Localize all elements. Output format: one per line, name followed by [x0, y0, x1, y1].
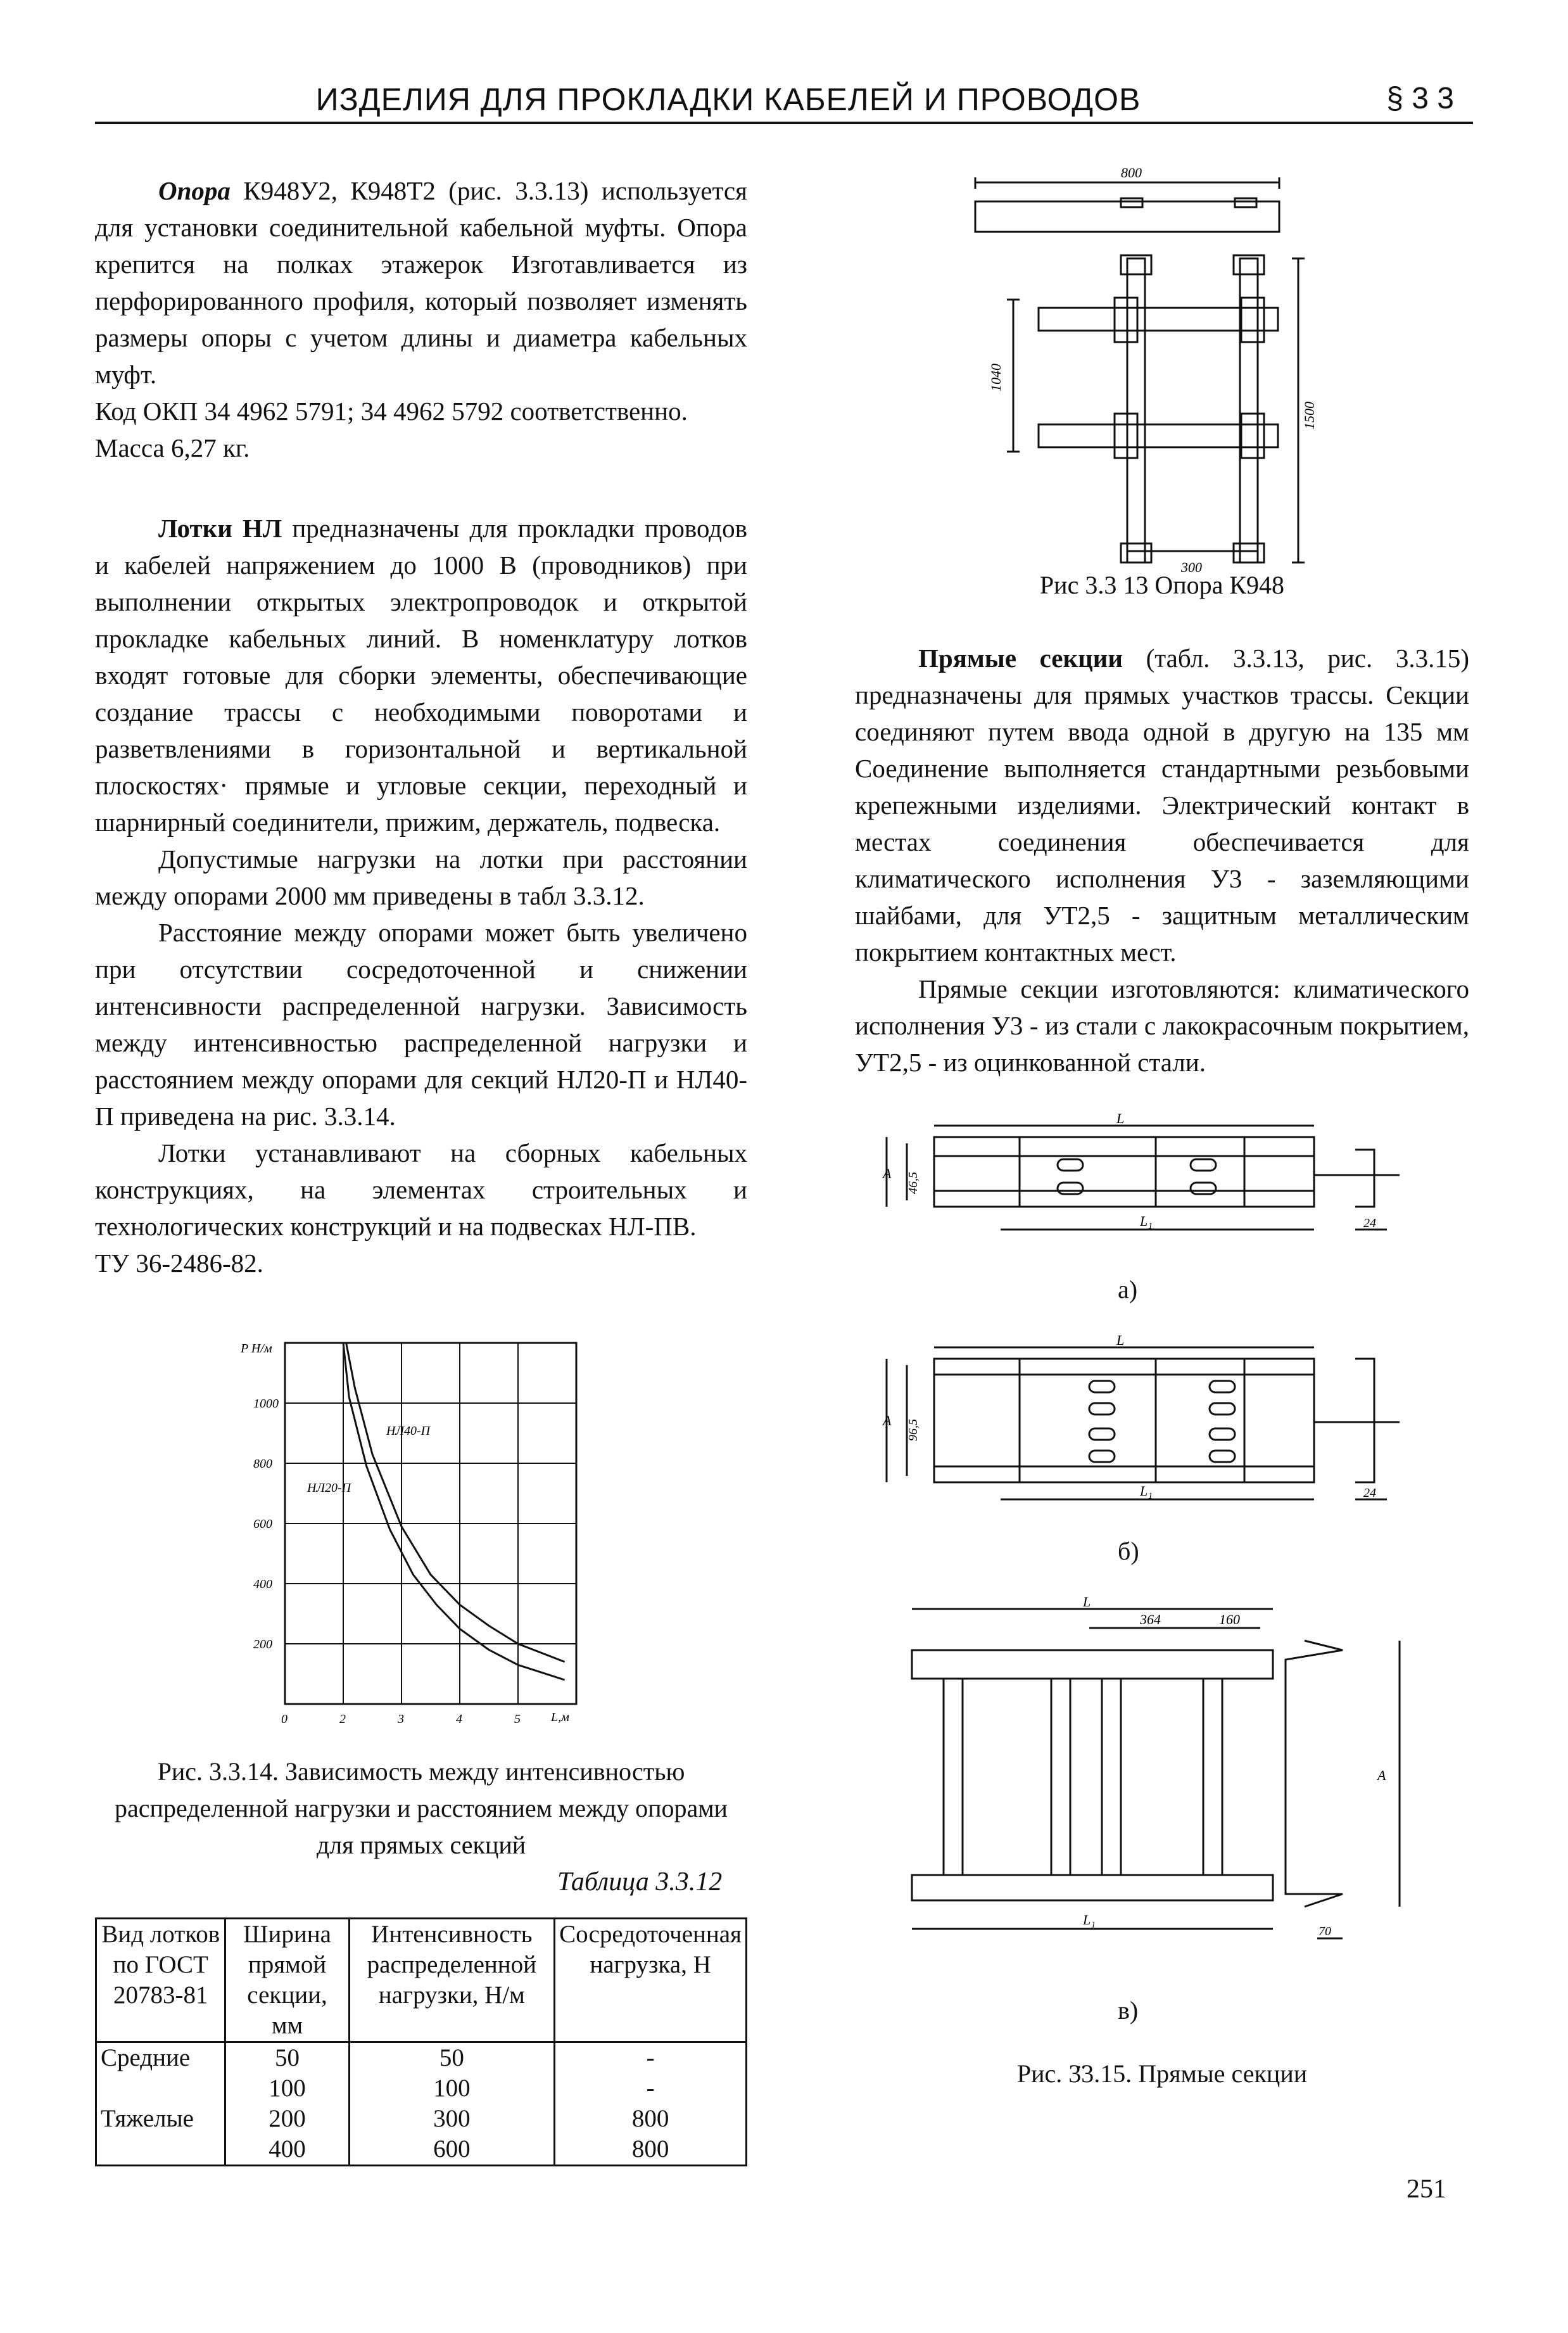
paragraph-manufacture: Прямые секции изготовляются: климатического исполнения У3 - из стали с лакокрасочным покрытием, УТ2,5 - из оцинкованной стали.: [855, 974, 1469, 1077]
fig-a-L1: L₁: [1140, 1213, 1153, 1229]
chart-x-tick-label: 2: [339, 1712, 346, 1726]
table-row: [96, 2104, 747, 2134]
fig-a-L: L: [1116, 1112, 1125, 1126]
fig-b-L1: L₁: [1140, 1483, 1153, 1499]
table-cell: 100: [225, 2073, 349, 2104]
paragraph-lotki: [95, 510, 747, 841]
chart-x-tick-label: 5: [514, 1712, 521, 1726]
table-cell: 300: [349, 2104, 555, 2134]
table-header-concentrated: Сосредоточенная нагрузка, Н: [555, 1919, 747, 2042]
table-cell: [96, 2073, 225, 2104]
fig-b-A: A: [883, 1413, 892, 1428]
fig-a-height: 46,5: [906, 1172, 920, 1194]
series-label-nl20: НЛ20-П: [307, 1481, 351, 1495]
term-lotki: Лотки НЛ: [158, 514, 282, 543]
table-row: [96, 2042, 747, 2074]
load-distance-chart: [228, 1333, 595, 1739]
table-row: [96, 2073, 747, 2104]
table-header-type: Вид лотков по ГОСТ 20783-81: [96, 1919, 225, 2042]
dim-1040: 1040: [988, 364, 1004, 391]
chart-y-tick-label: 800: [253, 1457, 272, 1471]
chart-caption: Рис. 3.3.14. Зависимость между интенсивностью распределенной нагрузки и расстоянием между опорами для прямых секций: [115, 1757, 728, 1859]
fig-a-section-drawing: [874, 1112, 1431, 1264]
paragraph-loads: Допустимые нагрузки на лотки при расстоянии между опорами 2000 мм приведены в табл 3.3.12.: [95, 844, 747, 910]
paragraph-okp: Код ОКП 34 4962 5791; 34 4962 5792 соответственно.: [95, 397, 688, 426]
running-header-title: ИЗДЕЛИЯ ДЛЯ ПРОКЛАДКИ КАБЕЛЕЙ И ПРОВОДОВ: [315, 82, 1141, 117]
paragraph-lotki-text: предназначены для прокладки проводов и кабелей напряжением до 1000 В (проводников) при выполнении открытых электропроводок и открытой прокладке кабельных линий. В номенклатуру лотков входят готовые для сборки элементы, обеспечивающие создание трассы с необходимыми поворотами и разветвлениями в горизонтальной и вертикальной плоскостях· прямые и угловые секции, переходный и шарнирный соединители, прижим, держатель, подвеска.: [95, 514, 747, 837]
fig-b-section-drawing: [874, 1333, 1431, 1517]
fig-b-height: 96,5: [906, 1419, 920, 1441]
chart-ylabel: P Н/м: [241, 1342, 272, 1356]
dim-800: 800: [1121, 165, 1142, 181]
paragraph-tu: ТУ 36-2486-82.: [95, 1249, 263, 1278]
support-k948-drawing: [937, 163, 1330, 582]
paragraph-opora: [95, 172, 747, 393]
chart-lines: [343, 1343, 565, 1680]
dim-1500: 1500: [1301, 402, 1317, 429]
chart-ticks: [253, 1397, 521, 1726]
paragraph-opora-text: К948У2, К948Т2 (рис. 3.3.13) используется для установки соединительной кабельной муфты. Опора крепится на полках этажерок Изготавливается из перфорированного профиля, который позволяет изменять размеры опоры с учетом длины и диаметра кабельных муфт.: [95, 176, 747, 389]
paragraph-pryamye: [855, 640, 1469, 970]
header-rule: [95, 122, 1473, 124]
paragraph-pryamye-text: (табл. 3.3.13, рис. 3.3.15) предназначены для прямых участков трассы. Секции соединяют путем ввода одной в другую на 135 мм Соединение выполняется стандартными резьбовыми крепежными изделиями. Электрический контакт в местах соединения обеспечивается для климатического исполнения У3 - заземляющими шайбами, для УТ2,5 - защитным металлическим покрытием контактных мест.: [855, 644, 1469, 967]
paragraph-distance: Расстояние между опорами может быть увеличено при отсутствии сосредоточенной и снижении интенсивности распределенной нагрузки. Зависимость между интенсивностью распределенной нагрузки и расстоянием между опорами для секций НЛ20-П и НЛ40-П приведена на рис. 3.3.14.: [95, 918, 747, 1131]
paragraph-installation: Лотки устанавливают на сборных кабельных конструкциях, на элементах строительных и технологических конструкций и на подвесках НЛ-ПВ.: [95, 1138, 747, 1241]
fig-v-A: A: [1377, 1767, 1386, 1783]
table-header-intensity: Интенсивность распределенной нагрузки, Н/м: [349, 1919, 555, 2042]
table-title: Таблица 3.3.12: [557, 1867, 723, 1897]
fig-a-24: 24: [1363, 1216, 1376, 1230]
table-cell: Средние: [96, 2042, 225, 2074]
fig-v-70: 70: [1318, 1924, 1331, 1938]
table-cell: 800: [555, 2104, 747, 2134]
term-opora: Опора: [158, 176, 231, 205]
chart-x-tick-label: 4: [456, 1712, 462, 1726]
fig-v-364: 364: [1140, 1611, 1161, 1627]
fig-a-A: A: [883, 1166, 892, 1181]
table-cell: 400: [225, 2134, 349, 2166]
term-pryamye: Прямые секции: [918, 644, 1123, 673]
table-row: [96, 2134, 747, 2166]
dim-300: 300: [1181, 559, 1202, 575]
fig-v-label: в): [1118, 1996, 1139, 2025]
fig-v-section-drawing: [899, 1596, 1419, 1951]
table-cell: -: [555, 2073, 747, 2104]
table-cell: -: [555, 2042, 747, 2074]
loads-table: [95, 1917, 747, 2166]
left-column-top: [95, 172, 747, 466]
table-header-width: Ширина прямой секции, мм: [225, 1919, 349, 2042]
left-column-main: [95, 510, 747, 1281]
chart-y-tick-label: 1000: [253, 1397, 279, 1411]
table-cell: Тяжелые: [96, 2104, 225, 2134]
fig-v-160: 160: [1219, 1611, 1240, 1627]
fig2-caption: Рис. 3̈3.15. Прямые секции: [1016, 2059, 1308, 2088]
table-cell: [96, 2134, 225, 2166]
fig-b-24: 24: [1363, 1486, 1376, 1500]
chart-xlabel: L,м: [551, 1710, 569, 1724]
page-number: 251: [1407, 2175, 1446, 2204]
table-cell: 50: [225, 2042, 349, 2074]
fig-b-L: L: [1116, 1333, 1125, 1348]
chart-y-tick-label: 600: [253, 1517, 272, 1531]
fig-v-L1: L₁: [1083, 1912, 1096, 1928]
table-cell: 800: [555, 2134, 747, 2166]
chart-y-tick-label: 400: [253, 1577, 272, 1591]
chart-series-line-nl20: [343, 1343, 565, 1680]
table-cell: 600: [349, 2134, 555, 2166]
table-cell: 100: [349, 2073, 555, 2104]
right-column-text: [855, 640, 1469, 1081]
fig1-caption: Рис 3.3 13 Опора К948: [1039, 571, 1285, 599]
paragraph-mass: Масса 6,27 кг.: [95, 433, 250, 462]
running-header-section: § 3 3: [1386, 82, 1454, 115]
table-cell: 200: [225, 2104, 349, 2134]
fig-v-L: L: [1083, 1596, 1091, 1610]
table-header-row: [96, 1919, 747, 2042]
chart-x-tick-label: 0: [281, 1712, 288, 1726]
chart-x-tick-label: 3: [398, 1712, 404, 1726]
fig-a-label: а): [1118, 1275, 1138, 1304]
chart-y-tick-label: 200: [253, 1637, 272, 1651]
table-cell: 50: [349, 2042, 555, 2074]
series-label-nl40: НЛ40-П: [386, 1424, 431, 1438]
fig-b-label: б): [1118, 1537, 1139, 1565]
